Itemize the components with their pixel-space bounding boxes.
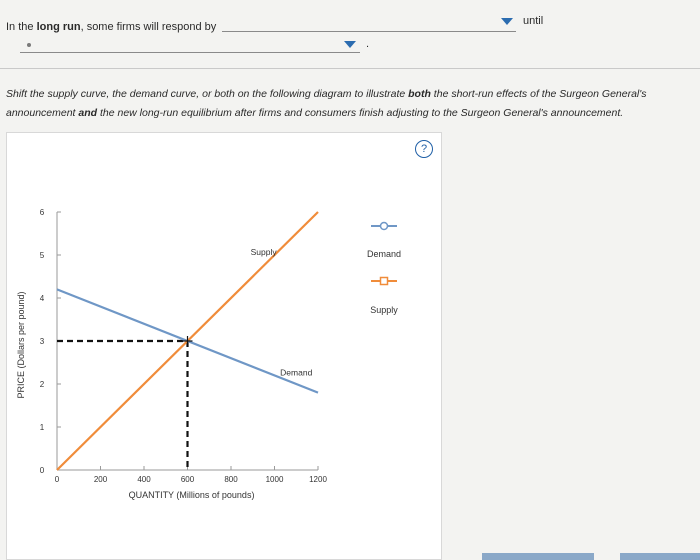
bottom-button-left[interactable] [482, 553, 594, 560]
question-prefix: In the [6, 21, 37, 33]
y-tick-label: 3 [39, 337, 45, 346]
instr-part2: the short-run effects of the Surgeon General's announcement [6, 88, 647, 119]
question-bold: long run [36, 21, 81, 33]
y-tick-label: 6 [39, 208, 45, 217]
question-suffix: , some firms will respond by [80, 21, 217, 33]
y-axis-label: PRICE (Dollars per pound) [16, 291, 26, 399]
y-tick-label: 1 [39, 423, 45, 432]
supply-curve-label: Supply [250, 247, 277, 257]
x-tick-label: 1200 [309, 475, 327, 484]
help-icon[interactable]: ? [415, 140, 433, 158]
x-tick-label: 600 [180, 475, 195, 484]
bottom-button-right[interactable] [620, 553, 700, 560]
x-axis-label: QUANTITY (Millions of pounds) [128, 490, 255, 500]
instr-part3: the new long-run equilibrium after firms and consumers finish adjusting to the Surgeon General's announcement. [97, 107, 624, 119]
until-text: until [523, 15, 544, 27]
supply-tool-icon[interactable] [381, 278, 388, 285]
y-tick-label: 4 [39, 294, 45, 303]
demand-tool-icon[interactable] [381, 223, 388, 230]
x-tick-label: 800 [224, 475, 238, 484]
period-text: . [366, 38, 370, 50]
x-tick-label: 400 [137, 475, 151, 484]
legend-supply-label: Supply [370, 305, 398, 315]
y-tick-label: 0 [39, 466, 45, 475]
y-tick-label: 2 [39, 380, 45, 389]
legend-demand-label: Demand [366, 249, 402, 259]
instr-part1: Shift the supply curve, the demand curve, or both on the following diagram to illustrate [6, 88, 409, 100]
x-tick-label: 200 [93, 475, 108, 484]
demand-curve-label: Demand [280, 367, 313, 378]
instr-bold1: both [408, 88, 431, 100]
x-tick-label: 1000 [265, 475, 284, 484]
y-tick-label: 5 [39, 251, 45, 260]
x-tick-label: 0 [54, 475, 60, 484]
instr-bold2: and [78, 107, 98, 119]
